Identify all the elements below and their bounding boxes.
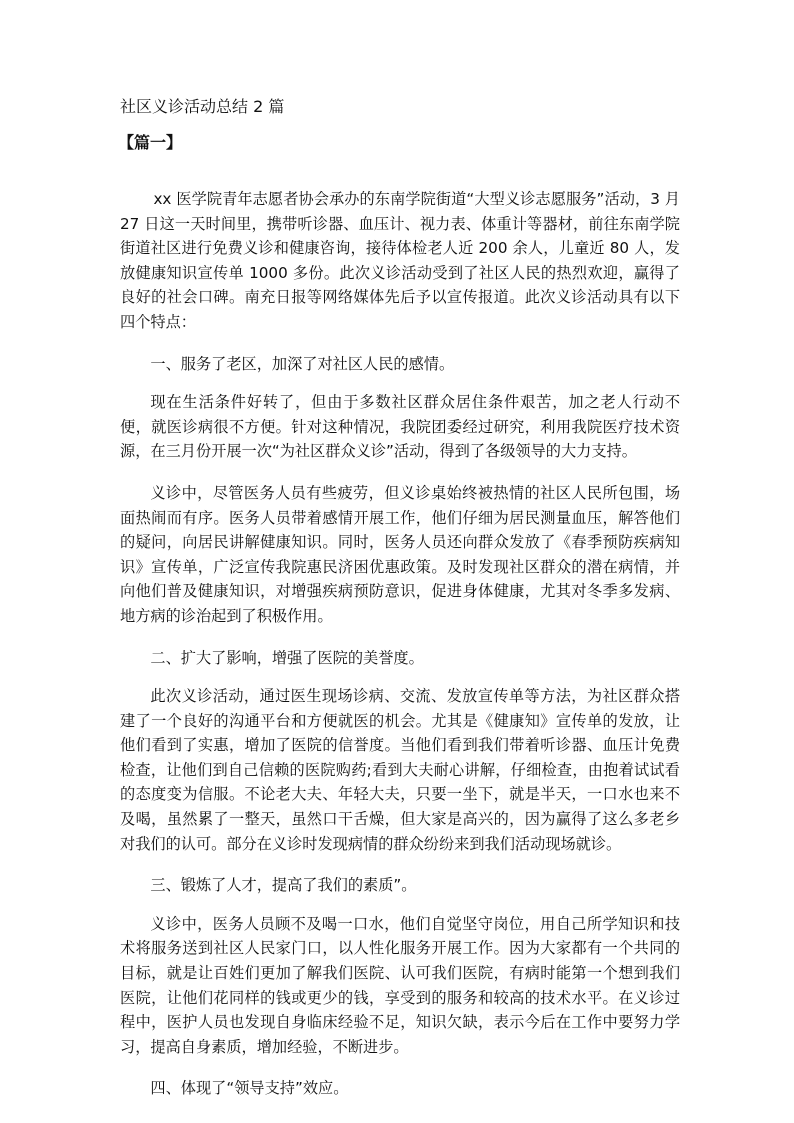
section-heading-3: 三、锻炼了人才，提高了我们的素质”。 bbox=[150, 876, 417, 895]
document-body bbox=[120, 187, 680, 1115]
intro-paragraph: xx 医学院青年志愿者协会承办的东南学院街道“大型义诊志愿服务”活动，3 月 27 日这一天时间里，携带听诊器、血压计、视力表、体重计等器材，前往东南学院街道社区进行免费义诊和健康咨询，接待体检老人近 200 余人，儿童近 80 人，发放健康知识宣传单 1000 多份。此次义诊活动受到了社区人民的热烈欢迎，赢得了良好的社会口碑。南充日报等网络媒体先后予以宣传报道。此次义诊活动具有以下四个特点： bbox=[120, 190, 680, 331]
body-paragraph: 义诊中，尽管医务人员有些疲劳，但义诊桌始终被热情的社区人民所包围，场面热闹而有序。医务人员带着感情开展工作，他们仔细为居民测量血压，解答他们的疑问，向居民讲解健康知识。同时，医务人员还向群众发放了《春季预防疾病知识》宣传单，广泛宣传我院惠民济困优惠政策。及时发现社区群众的潜在病情，并向他们普及健康知识，对增强疾病预防意识，促进身体健康，尤其对冬季多发病、地方病的诊治起到了积极作用。 bbox=[120, 483, 680, 625]
section-heading-1: 一、服务了老区，加深了对社区人民的感情。 bbox=[150, 354, 455, 373]
document-title: 社区义诊活动总结 2 篇 bbox=[120, 97, 285, 116]
body-paragraph: 现在生活条件好转了，但由于多数社区群众居住条件艰苦，加之老人行动不便，就医诊病很不方便。针对这种情况，我院团委经过研究，利用我院医疗技术资源，在三月份开展一次“为社区群众义诊”活动，得到了各级领导的大力支持。 bbox=[120, 393, 680, 461]
section-heading-4: 四、体现了“领导支持”效应。 bbox=[150, 1079, 349, 1098]
section-label: 【篇一】 bbox=[118, 133, 183, 152]
body-paragraph: 义诊中，医务人员顾不及喝一口水，他们自觉坚守岗位，用自己所学知识和技术将服务送到社区人民家门口，以人性化服务开展工作。因为大家都有一个共同的目标，就是让百姓们更加了解我们医院、认可我们医院，有病时能第一个想到我们医院，让他们花同样的钱或更少的钱，享受到的服务和较高的技术水平。在义诊过程中，医护人员也发现自身临床经验不足，知识欠缺，表示今后在工作中要努力学习，提高自身素质，增加经验，不断进步。 bbox=[120, 914, 680, 1056]
section-heading-2: 二、扩大了影响，增强了医院的美誉度。 bbox=[150, 648, 424, 667]
body-paragraph: 此次义诊活动，通过医生现场诊病、交流、发放宣传单等方法，为社区群众搭建了一个良好的沟通平台和方便就医的机会。尤其是《健康知》宣传单的发放，让他们看到了实惠，增加了医院的信誉度。当他们看到我们带着听诊器、血压计免费检查，让他们到自己信赖的医院购药;看到大夫耐心讲解，仔细检查，由抱着试试看的态度变为信服。不论老大夫、年轻大夫，只要一坐下，就是半天，一口水也来不及喝，虽然累了一整天，虽然口干舌燥，但大家是高兴的，因为赢得了这么多老乡对我们的认可。部分在义诊时发现病情的群众纷纷来到我们活动现场就诊。 bbox=[120, 687, 680, 853]
